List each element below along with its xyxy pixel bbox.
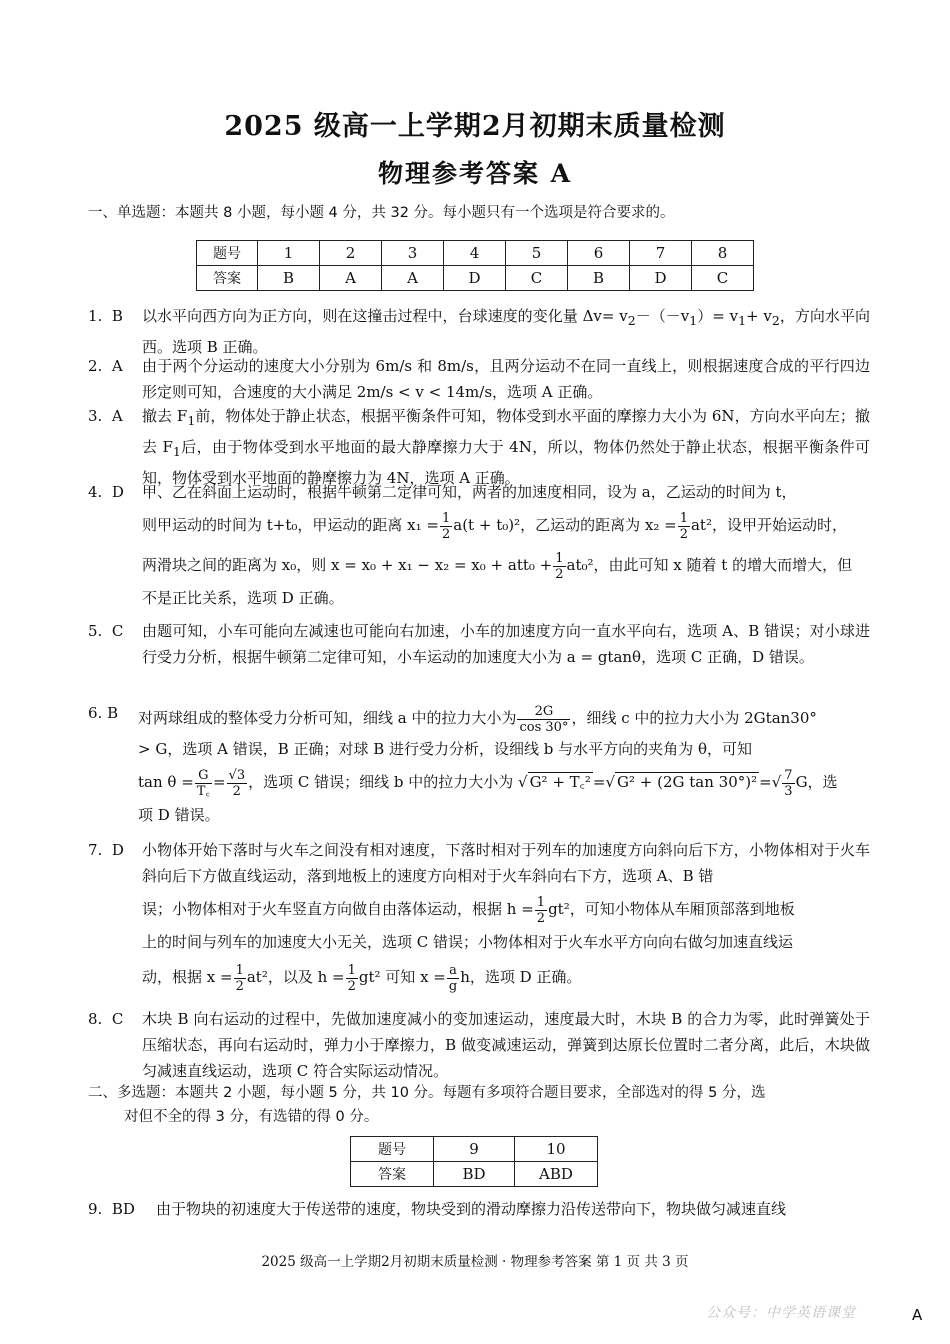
item-explanation: 木块 B 向右运动的过程中，先做加速度减小的变加速运动，速度最大时，木块 B 的合力为零，此时弹簧处于压缩状态，再向右运动时，弹力小于摩擦力，B 做变减速运动，弹簧到达原长位置时二者分离，此后，木块做匀减速直线运动，选项 C 符合实际运动情况。 bbox=[142, 1010, 870, 1080]
answer-table-1 bbox=[196, 240, 754, 291]
item-number: 8. C bbox=[88, 1010, 124, 1028]
table-cell: 4 bbox=[444, 241, 506, 266]
answer-item-6 bbox=[88, 700, 870, 828]
row-label-question: 题号 bbox=[351, 1137, 434, 1162]
table-cell: 9 bbox=[434, 1137, 515, 1162]
item-number: 7. D bbox=[88, 841, 124, 859]
item-explanation: 由于物块的初速度大于传送带的速度，物块受到的滑动摩擦力沿传送带向下，物块做匀减速直线 bbox=[156, 1200, 787, 1218]
table-cell: BD bbox=[434, 1162, 515, 1187]
table-cell: B bbox=[568, 266, 630, 291]
table-row-answers bbox=[197, 266, 754, 291]
page-footer: 2025 级高一上学期2月初期末质量检测 · 物理参考答案 第 1 页 共 3 页 bbox=[261, 1254, 689, 1270]
row-label-question: 题号 bbox=[197, 241, 258, 266]
corner-mark: A bbox=[912, 1306, 923, 1324]
row-label-answer: 答案 bbox=[351, 1162, 434, 1187]
table-cell: 2 bbox=[320, 241, 382, 266]
table-cell: 10 bbox=[515, 1137, 598, 1162]
table-cell: 3 bbox=[382, 241, 444, 266]
item-explanation: 由于两个分运动的速度大小分别为 6m/s 和 8m/s，且两分运动不在同一直线上，则根据速度合成的平行四边形定则可知，合速度的大小满足 2m/s < v < 14m/s，选项 A 正确。 bbox=[142, 357, 870, 401]
answer-item-3 bbox=[88, 403, 870, 491]
table-row-questions bbox=[197, 241, 754, 266]
item-explanation: 撤去 $F_1$前，物体处于静止状态，根据平衡条件可知，物体受到水平面的摩擦力大小为 6N，方向水平向左；撤去 $F_1$后，由于物体受到水平地面的最大静摩擦力大于 4N，所以，物体仍然处于静止状态，根据平衡条件可知，物体受到水平地面的静摩擦力为 4N，选项 A 正确。 bbox=[142, 407, 870, 487]
table-cell: C bbox=[506, 266, 568, 291]
answer-table-2 bbox=[350, 1136, 598, 1187]
table-cell: ABD bbox=[515, 1162, 598, 1187]
section-1-heading bbox=[88, 201, 878, 225]
page-title: 2025 级高一上学期2月初期末质量检测 bbox=[224, 111, 726, 142]
table-cell: 6 bbox=[568, 241, 630, 266]
answer-item-4 bbox=[88, 479, 870, 611]
section-2-heading-line2: 对但不全的得 3 分，有选错的得 0 分。 bbox=[124, 1109, 379, 1125]
row-label-answer: 答案 bbox=[197, 266, 258, 291]
table-cell: D bbox=[630, 266, 692, 291]
table-cell: A bbox=[382, 266, 444, 291]
table-cell: A bbox=[320, 266, 382, 291]
item-explanation: 以水平向西方向为正方向，则在这撞击过程中，台球速度的变化量 $\Delta v= v_2-(-v_1)= v_1+ v_2$，方向水平向西。选项 B 正确。 bbox=[142, 307, 870, 356]
item-number: 9. BD bbox=[88, 1200, 135, 1218]
item-number: 3. A bbox=[88, 407, 123, 425]
table-row-questions bbox=[351, 1137, 598, 1162]
section-1-heading-text: 一、单选题：本题共 8 小题，每小题 4 分，共 32 分。每小题只有一个选项是符合要求的。 bbox=[88, 205, 675, 221]
item-explanation: 对两球组成的整体受力分析可知，细线 a 中的拉力大小为 $\frac{2G}{\cos 30^\circ}$ ，细线 c 中的拉力大小为 2Gtan30° > G，选项 A 错误，B 正确；对球 B 进行受力分析，设细线 b 与水平方向的夹角为 θ，可知 tan θ = $\frac{G}{T꜀}$ = $\frac{√3}{2}$ ，选项 C 错误；细线 b 中的拉力大小为 √ G² + T꜀² =√ G² + (2G tan 30°)² =√ $\frac{7}{3}$ G，选 项 D 错误。 bbox=[138, 703, 838, 824]
table-cell: C bbox=[692, 266, 754, 291]
table-cell: 5 bbox=[506, 241, 568, 266]
answer-item-8 bbox=[88, 1006, 870, 1084]
section-2-heading-line1: 二、多选题：本题共 2 小题，每小题 5 分，共 10 分。每题有多项符合题目要求，全部选对的得 5 分，选 bbox=[88, 1085, 766, 1101]
answer-item-9 bbox=[88, 1196, 870, 1222]
watermark: 公众号：中学英语课堂 bbox=[706, 1305, 856, 1321]
answer-item-5 bbox=[88, 618, 870, 670]
table-cell: D bbox=[444, 266, 506, 291]
item-explanation: 甲、乙在斜面上运动时，根据牛顿第二定律可知，两者的加速度相同，设为 a，乙运动的时间为 t， 则甲运动的时间为 t+t₀，甲运动的距离 x₁ = $\frac{1}{2}$ a(t + t₀)²，乙运动的距离为 x₂ = $\frac{1}{2}$ at²，设甲开始运动时， 两滑块之间的距离为 x₀，则 x = x₀ + x₁ − x₂ = x₀ + att₀ + $\frac{1}{2}$ at₀²，由此可知 x 随着 t 的增大而增大，但 不是正比关系，选项 D 正确。 bbox=[142, 483, 853, 607]
table-cell: 7 bbox=[630, 241, 692, 266]
item-number: 5. C bbox=[88, 622, 124, 640]
answer-item-1 bbox=[88, 303, 870, 360]
table-cell: 8 bbox=[692, 241, 754, 266]
item-number: 4. D bbox=[88, 483, 124, 501]
item-number: 1. B bbox=[88, 307, 123, 325]
answer-item-7 bbox=[88, 837, 870, 999]
item-explanation: 由题可知，小车可能向左减速也可能向右加速，小车的加速度方向一直水平向右，选项 A、B 错误；对小球进行受力分析，根据牛顿第二定律可知，小车运动的加速度大小为 a = gtanθ，选项 C 正确，D 错误。 bbox=[142, 622, 870, 666]
section-2-heading bbox=[88, 1081, 878, 1129]
item-explanation: 小物体开始下落时与火车之间没有相对速度，下落时相对于列车的加速度方向斜向后下方，小物体相对于火车斜向后下方做直线运动，落到地板上的速度方向相对于火车斜向右下方，选项 A、B 错 误；小物体相对于火车竖直方向做自由落体运动，根据 h = $\frac{1}{2}$ gt²，可知小物体从车厢顶部落到地板 上的时间与列车的加速度大小无关，选项 C 错误；小物体相对于火车水平方向向右做匀加速直线运 动，根据 x = $\frac{1}{2}$ at²，以及 h = $\frac{1}{2}$ gt² 可知 x = $\frac{a}{g}$ h，选项 D 正确。 bbox=[142, 841, 870, 994]
item-number: 2. A bbox=[88, 357, 123, 375]
page-subtitle: 物理参考答案 A bbox=[377, 159, 573, 188]
table-cell: 1 bbox=[258, 241, 320, 266]
table-cell: B bbox=[258, 266, 320, 291]
answer-item-2 bbox=[88, 353, 870, 405]
item-number: 6. B bbox=[88, 704, 119, 722]
table-row-answers bbox=[351, 1162, 598, 1187]
